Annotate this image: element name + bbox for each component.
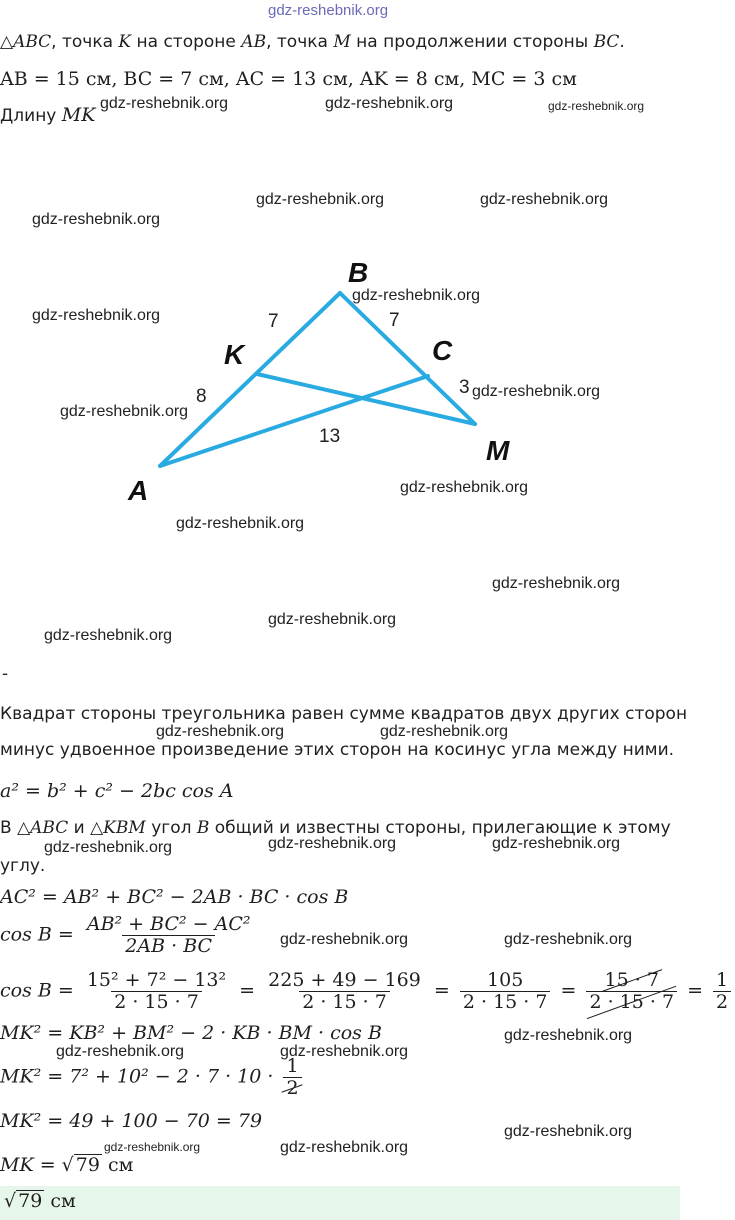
watermark: gdz-reshebnik.org (352, 287, 481, 304)
triangle-kbm: △KBM (90, 818, 146, 838)
watermark: gdz-reshebnik.org (256, 191, 385, 208)
theorem-line-2: минус удвоенное произведение этих сторон на косинус угла между ними. (0, 740, 675, 760)
problem-text: на стороне (131, 32, 242, 52)
watermark: gdz-reshebnik.org (548, 99, 645, 113)
vertex-label-c: C (432, 335, 453, 366)
watermark: gdz-reshebnik.org (44, 839, 173, 856)
watermark: gdz-reshebnik.org (472, 383, 601, 400)
theorem-line-1: Квадрат стороны треугольника равен сумме квадратов двух других сторон (0, 704, 688, 724)
problem-text: . (619, 32, 625, 52)
watermark: gdz-reshebnik.org (504, 931, 633, 948)
point-m: M (333, 32, 351, 52)
answer-box (0, 1186, 680, 1220)
fraction-cancelled (586, 970, 677, 1013)
label-ac: 13 (319, 426, 341, 447)
fraction (265, 970, 424, 1013)
equation-cos-b-computed: cos B = $\frac{\text{15² + 7² − 13²}}{2 \cdot 15 \cdot 7}$ = $\frac{225 + 49 - 169}{2 \cdot 15 \cdot 7}$ = $\frac{105}{2 \cdot 15 \cdot 7}$ = $\frac{15 \cdot 7}{2 \cdot 15 \cdot 7}$ = $\frac{1}{2}$ (0, 970, 735, 1013)
watermark: gdz-reshebnik.org (504, 1027, 633, 1044)
label-cm: 3 (459, 377, 470, 398)
numerator: 15² + 7² − 13² (86, 969, 227, 991)
side-ab: AB (241, 32, 267, 52)
solution-text: угол (145, 818, 197, 838)
sqrt-sign: √ (4, 1190, 17, 1212)
label-kb: 7 (268, 311, 279, 332)
label-bc: 7 (389, 310, 400, 331)
watermark: gdz-reshebnik.org (280, 1043, 409, 1060)
vertex-label-m: M (486, 435, 510, 466)
watermark: gdz-reshebnik.org (100, 95, 229, 112)
figure-lines (160, 293, 475, 466)
watermark: gdz-reshebnik.org (60, 403, 189, 420)
numerator: 15 · 7 (602, 970, 662, 991)
answer-unit: см (44, 1190, 76, 1212)
radicand: 79 (75, 1154, 100, 1176)
watermark: gdz-reshebnik.org (268, 835, 397, 852)
watermark: gdz-reshebnik.org (56, 1043, 185, 1060)
problem-text: Длину (0, 106, 62, 126)
vertex-label-k: K (224, 339, 245, 370)
watermark: gdz-reshebnik.org (32, 307, 161, 324)
segment-km (257, 374, 475, 424)
fraction (713, 970, 731, 1013)
denominator: 2AB · BC (122, 935, 215, 957)
watermark: gdz-reshebnik.org (268, 611, 397, 628)
watermark: gdz-reshebnik.org (325, 95, 454, 112)
equation-mk-substituted (0, 1056, 306, 1099)
equation-lhs: MK = (0, 1154, 62, 1176)
numerator: 105 (487, 969, 524, 991)
fraction (460, 970, 551, 1013)
answer-radicand: 79 (18, 1190, 43, 1212)
denominator: 2 (713, 991, 731, 1013)
side-bc: BC (593, 32, 620, 52)
equation-mk-result (0, 1154, 133, 1176)
equation-lhs: cos B = (0, 923, 80, 946)
problem-line-1 (0, 32, 625, 52)
watermark: gdz-reshebnik.org (44, 627, 173, 644)
equation-ac-squared: AC² = AB² + BC² − 2AB · BC · cos B (0, 886, 349, 908)
watermark: gdz-reshebnik.org (492, 835, 621, 852)
watermark: gdz-reshebnik.org (480, 191, 609, 208)
numerator: 1 (286, 1055, 299, 1077)
segment-bm (340, 293, 475, 424)
problem-text: на продолжении стороны (350, 32, 594, 52)
fraction (84, 914, 254, 957)
sqrt-sign: √ (61, 1154, 74, 1176)
problem-text: , точка (51, 32, 119, 52)
equation-lhs: cos B = (0, 979, 80, 1002)
vertex-label-a: A (128, 475, 149, 506)
watermark: gdz-reshebnik.org (504, 1123, 633, 1140)
watermark-top: gdz-reshebnik.org (268, 2, 389, 19)
equation-cos-b (0, 914, 258, 957)
numerator: 1 (716, 969, 729, 991)
solution-text: и (68, 818, 91, 838)
problem-text: , точка (266, 32, 334, 52)
unit: см (101, 1154, 134, 1176)
angle-b: B (196, 818, 210, 838)
denominator: 2 (283, 1077, 301, 1099)
watermark: gdz-reshebnik.org (280, 931, 409, 948)
segment-ab (160, 293, 340, 466)
denominator: 2 · 15 · 7 (299, 991, 390, 1013)
watermark: gdz-reshebnik.org (492, 575, 621, 592)
problem-line-3 (0, 104, 95, 126)
watermark: gdz-reshebnik.org (156, 723, 285, 740)
watermark: gdz-reshebnik.org (32, 211, 161, 228)
label-ak: 8 (196, 386, 207, 407)
triangle-abc: △ABC (0, 32, 52, 52)
vertex-label-b: B (348, 257, 369, 288)
fraction (84, 970, 229, 1013)
dash: - (2, 664, 9, 684)
solution-text: В (0, 818, 18, 838)
denominator: 2 · 15 · 7 (111, 991, 202, 1013)
answer (4, 1190, 76, 1212)
fraction (283, 1056, 301, 1099)
triangle-abc: △ABC (17, 818, 69, 838)
denominator: 2 · 15 · 7 (460, 991, 551, 1013)
equation-mk-value: MK² = 49 + 100 − 70 = 79 (0, 1110, 263, 1132)
watermark: gdz-reshebnik.org (400, 479, 529, 496)
equation-lhs: MK² = 7² + 10² − 2 · 7 · 10 · (0, 1065, 280, 1088)
watermark: gdz-reshebnik.org (280, 1139, 409, 1156)
point-k: K (118, 32, 132, 52)
denominator: 2 · 15 · 7 (586, 991, 677, 1013)
cosine-law: a² = b² + c² − 2bc cos A (0, 780, 234, 802)
common-angle-line-2: углу. (0, 856, 46, 876)
problem-line-2: AB = 15 см, BC = 7 см, AC = 13 см, AK = 8 см, MC = 3 см (0, 68, 577, 90)
equation-mk-squared: MK² = KB² + BM² − 2 · KB · BM · cos B (0, 1022, 382, 1044)
solution-text: общий и известны стороны, прилегающие к этому (209, 818, 671, 838)
watermark: gdz-reshebnik.org (176, 515, 305, 532)
segment-mk: MK (61, 104, 96, 126)
watermark: gdz-reshebnik.org (380, 723, 509, 740)
numerator: 225 + 49 − 169 (268, 969, 421, 991)
numerator: AB² + BC² − AC² (86, 913, 251, 935)
watermark: gdz-reshebnik.org (104, 1140, 201, 1154)
